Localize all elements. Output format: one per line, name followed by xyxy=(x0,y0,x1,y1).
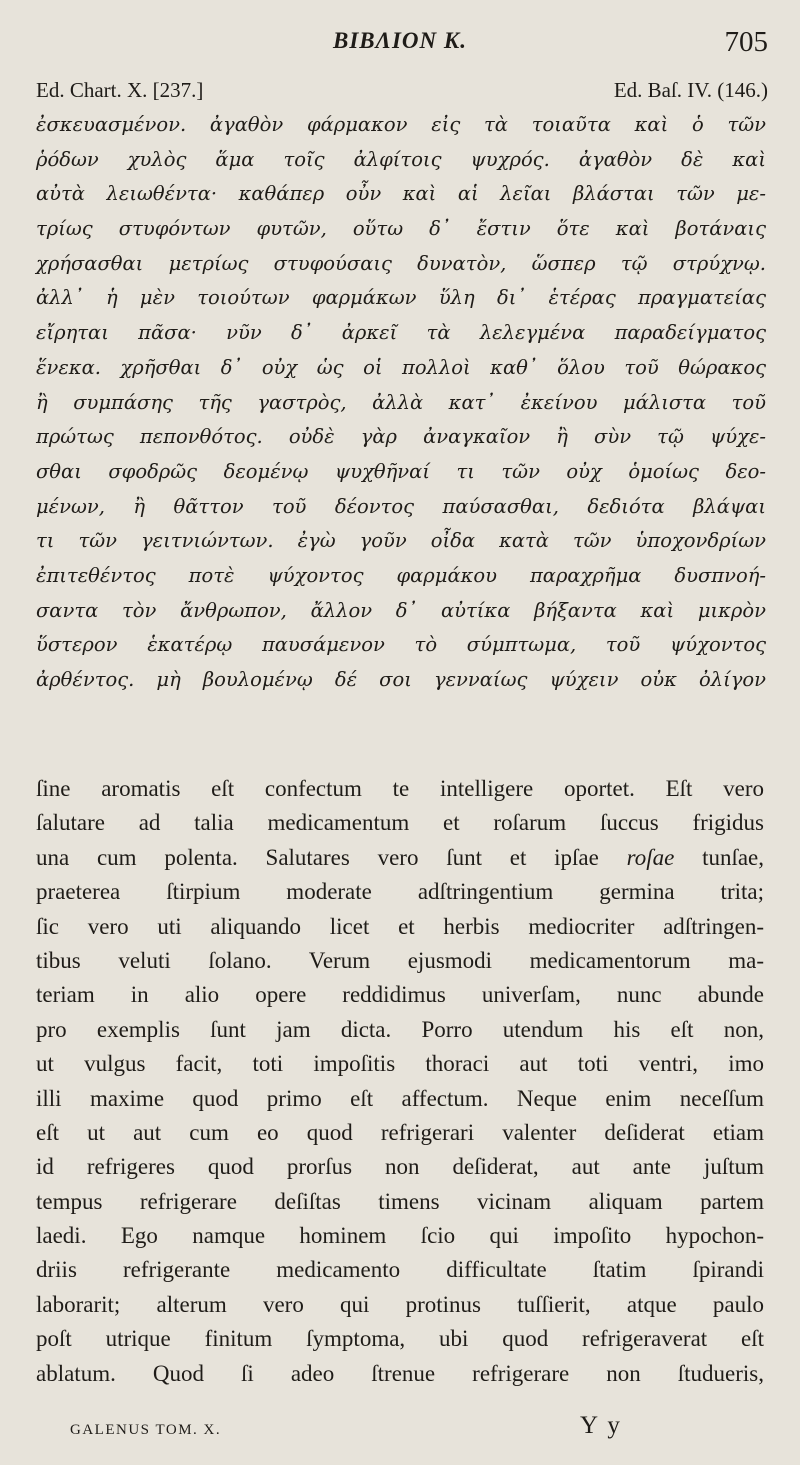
latin-italic-word: roſae xyxy=(626,844,675,870)
latin-line: teriam in alio opere reddidimus univerſam, nunc abunde xyxy=(36,982,764,1008)
latin-line: tibus veluti ſolano. Verum ejusmodi medicamentorum ma- xyxy=(36,947,764,973)
greek-line: ὕστερον ἑκατέρῳ παυσάμενον τὸ σύμπτωμα, τοῦ ψύχοντος xyxy=(36,633,766,657)
greek-line: σαντα τὸν ἄνθρωπον, ἄλλον δ᾽ αὐτίκα βήξαντα καὶ μικρὸν xyxy=(36,598,766,622)
latin-text-block xyxy=(36,772,764,1391)
signature-mark: Y y xyxy=(580,1412,622,1439)
greek-line: ἕνεκα. χρῆσθαι δ᾽ οὐχ ὡς οἱ πολλοὶ καθ᾽ ὅλου τοῦ θώρακος xyxy=(36,355,766,379)
greek-line: ἐσκευασμένον. ἀγαθὸν φάρμακον εἰς τὰ τοιαῦτα καὶ ὁ τῶν xyxy=(36,113,766,136)
latin-line-end: tunſae, xyxy=(702,844,765,870)
latin-line: ablatum. Quod ſi adeo ſtrenue refrigerare non ſtudueris, xyxy=(36,1360,764,1386)
latin-line: driis refrigerante medicamento difficultate ſtatim ſpirandi xyxy=(36,1257,764,1283)
latin-line xyxy=(36,841,764,875)
latin-line: ſalutare ad talia medicamentum et roſarum ſuccus frigidus xyxy=(36,810,764,836)
latin-line: ſic vero uti aliquando licet et herbis mediocriter adſtringen- xyxy=(36,913,764,939)
greek-text-block xyxy=(36,108,766,698)
greek-line: τρίως στυφόντων φυτῶν, οὕτω δ᾽ ἔστιν ὅτε καὶ βοτάναις xyxy=(36,217,766,241)
greek-line: ἀρθέντος. μὴ βουλομένῳ δέ σοι γενναίως ψύχειν οὐκ ὀλίγον xyxy=(36,668,766,691)
greek-line: ἢ συμπάσης τῆς γαστρὸς, ἀλλὰ κατ᾽ ἐκείνου μάλιστα τοῦ xyxy=(36,390,766,414)
latin-line: laedi. Ego namque hominem ſcio qui impoſito hypochon- xyxy=(36,1223,764,1249)
latin-line: praeterea ſtirpium moderate adſtringentium germina trita; xyxy=(36,879,764,905)
greek-line: ἐπιτεθέντος ποτὲ ψύχοντος φαρμάκου παραχρῆμα δυσπνοή- xyxy=(36,563,766,587)
greek-line: σθαι σφοδρῶς δεομένῳ ψυχθῆναί τι τῶν οὐχ ὁμοίως δεο- xyxy=(36,459,766,483)
latin-line: illi maxime quod primo eſt affectum. Neque enim neceſſum xyxy=(36,1085,764,1111)
latin-line: ut vulgus facit, toti impoſitis thoraci aut toti ventri, imo xyxy=(36,1051,764,1077)
page-number: 705 xyxy=(724,26,768,58)
greek-line: ῥόδων χυλὸς ἅμα τοῖς ἀλφίτοις ψυχρός. ἀγαθὸν δὲ καὶ xyxy=(36,147,766,171)
greek-line: πρώτως πεπονθότος. οὐδὲ γὰρ ἀναγκαῖον ἢ σὺν τῷ ψύχε- xyxy=(36,425,766,449)
latin-line: eſt ut aut cum eo quod refrigerari valenter deſiderat etiam xyxy=(36,1119,764,1145)
edition-line xyxy=(36,78,768,103)
latin-line: pro exemplis ſunt jam dicta. Porro utendum his eſt non, xyxy=(36,1016,764,1042)
greek-line: χρήσασθαι μετρίως στυφούσαις δυνατὸν, ὥσπερ τῷ στρύχνῳ. xyxy=(36,251,766,275)
latin-line: ſine aromatis eſt confectum te intelligere oportet. Eſt vero xyxy=(36,776,764,801)
greek-line: τι τῶν γειτνιώντων. ἐγὼ γοῦν οἶδα κατὰ τῶν ὑποχονδρίων xyxy=(36,529,766,553)
latin-line: id refrigeres quod prorſus non deſiderat, aut ante juſtum xyxy=(36,1154,764,1180)
running-title: ΒΙΒΛΙΟΝ Κ. xyxy=(333,28,467,53)
latin-line: poſt utrique finitum ſymptoma, ubi quod refrigeraverat eſt xyxy=(36,1326,764,1352)
greek-line: αὐτὰ λειωθέντα· καθάπερ οὖν καὶ αἱ λεῖαι βλάσται τῶν με- xyxy=(36,182,766,206)
edition-reference-left: Ed. Chart. X. [237.] xyxy=(36,78,204,102)
edition-reference-right: Ed. Baſ. IV. (146.) xyxy=(613,78,768,102)
greek-line: ἀλλ᾽ ἡ μὲν τοιούτων φαρμάκων ὕλη δι᾽ ἑτέρας πραγματείας xyxy=(36,286,766,310)
greek-line: μένων, ἢ θᾶττον τοῦ δέοντος παύσασθαι, δεδιότα βλάψαι xyxy=(36,494,766,518)
latin-line-start: una cum polenta. Salutares vero ſunt et ipſae xyxy=(36,844,599,870)
signature-line: GALENUS TOM. X. xyxy=(70,1422,222,1438)
latin-line: tempus refrigerare deſiſtas timens vicinam aliquam partem xyxy=(36,1188,764,1214)
latin-line: laborarit; alterum vero qui protinus tuſſierit, atque paulo xyxy=(36,1291,764,1317)
greek-line: εἴρηται πᾶσα· νῦν δ᾽ ἀρκεῖ τὰ λελεγμένα παραδείγματος xyxy=(36,321,766,345)
